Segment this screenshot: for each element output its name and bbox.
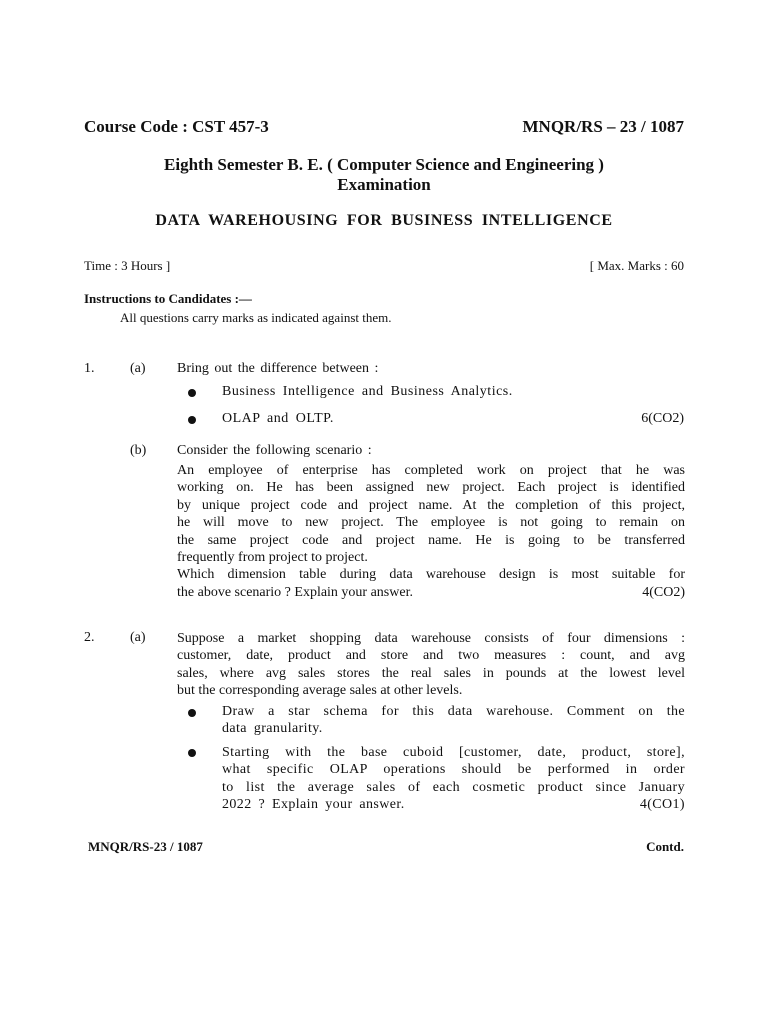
question-2a-bullet-2 <box>222 744 685 814</box>
question-1b-marks: 4(CO2) <box>642 584 685 600</box>
question-1b-stem: Consider the following scenario : <box>177 443 372 458</box>
question-2a-line: sales, where avg sales stores the real sales in pounds at the lowest level <box>177 665 685 681</box>
question-1b-line: he will move to new project. The employee is not going to remain on <box>177 515 685 531</box>
question-2a-marks: 4(CO1) <box>639 797 685 813</box>
question-2a-line: Suppose a market shopping data warehouse consists of four dimensions : <box>177 631 685 646</box>
question-1b-line: Which dimension table during data warehouse design is most suitable for <box>177 567 685 583</box>
question-1b-line: An employee of enterprise has completed work on project that he was <box>177 463 685 478</box>
question-1b-line: the same project code and project name. He is going to be transferred <box>177 532 685 548</box>
question-1b-label: (b) <box>130 443 147 458</box>
question-2a-body <box>177 630 685 700</box>
subject-title: DATA WAREHOUSING FOR BUSINESS INTELLIGENCE <box>155 212 613 229</box>
question-1a-stem: Bring out the difference between : <box>177 361 379 376</box>
question-1b-line: frequently from project to project. <box>177 549 368 565</box>
question-1-number: 1. <box>84 361 95 376</box>
question-2a-bullet-1-line: data granularity. <box>222 721 323 737</box>
question-1a-marks: 6(CO2) <box>641 411 684 426</box>
exam-title-line2: Examination <box>337 175 431 194</box>
question-2a-line: customer, date, product and store and two measures : count, and avg <box>177 648 685 664</box>
max-marks: [ Max. Marks : 60 <box>589 258 684 273</box>
question-2a-label: (a) <box>130 630 146 645</box>
instructions-heading: Instructions to Candidates :— <box>84 291 252 306</box>
footer-paper-code: MNQR/RS-23 / 1087 <box>88 839 203 854</box>
question-1b-line: working on. He has been assigned new project. Each project is identified <box>177 480 685 496</box>
course-code: Course Code : CST 457-3 <box>84 117 269 136</box>
question-2a-bullet-2-line: 2022 ? Explain your answer. <box>222 797 405 813</box>
question-2a-bullet-2-line: what specific OLAP operations should be performed in order <box>222 762 685 778</box>
bullet-icon <box>188 709 196 717</box>
question-2-number: 2. <box>84 630 95 645</box>
question-1a-bullet-2: OLAP and OLTP. <box>222 411 334 426</box>
bullet-icon <box>188 749 196 757</box>
question-1b-line: the above scenario ? Explain your answer. <box>177 584 413 600</box>
paper-code: MNQR/RS – 23 / 1087 <box>522 117 684 136</box>
question-2a-bullet-2-line: Starting with the base cuboid [customer, date, product, store], <box>222 745 685 760</box>
time-allowed: Time : 3 Hours ] <box>84 258 171 273</box>
question-2a-bullet-2-last-line <box>222 796 685 813</box>
question-1a-label: (a) <box>130 361 146 376</box>
question-1b-last-line <box>177 584 685 601</box>
exam-title-line1: Eighth Semester B. E. ( Computer Science and Engineering ) <box>164 155 604 174</box>
bullet-icon <box>188 389 196 397</box>
question-1b-body <box>177 462 685 601</box>
question-2a-bullet-1-line: Draw a star schema for this data warehouse. Comment on the <box>222 704 685 719</box>
instructions-text: All questions carry marks as indicated against them. <box>120 310 392 325</box>
question-1a-bullet-1: Business Intelligence and Business Analytics. <box>222 384 513 399</box>
footer-contd: Contd. <box>646 839 684 854</box>
question-2a-bullet-1 <box>222 703 685 738</box>
question-1b-line: by unique project code and project name. At the completion of this project, <box>177 497 685 513</box>
question-2a-line: but the corresponding average sales at other levels. <box>177 683 463 699</box>
bullet-icon <box>188 416 196 424</box>
question-2a-bullet-2-line: to list the average sales of each cosmetic product since January <box>222 779 685 795</box>
